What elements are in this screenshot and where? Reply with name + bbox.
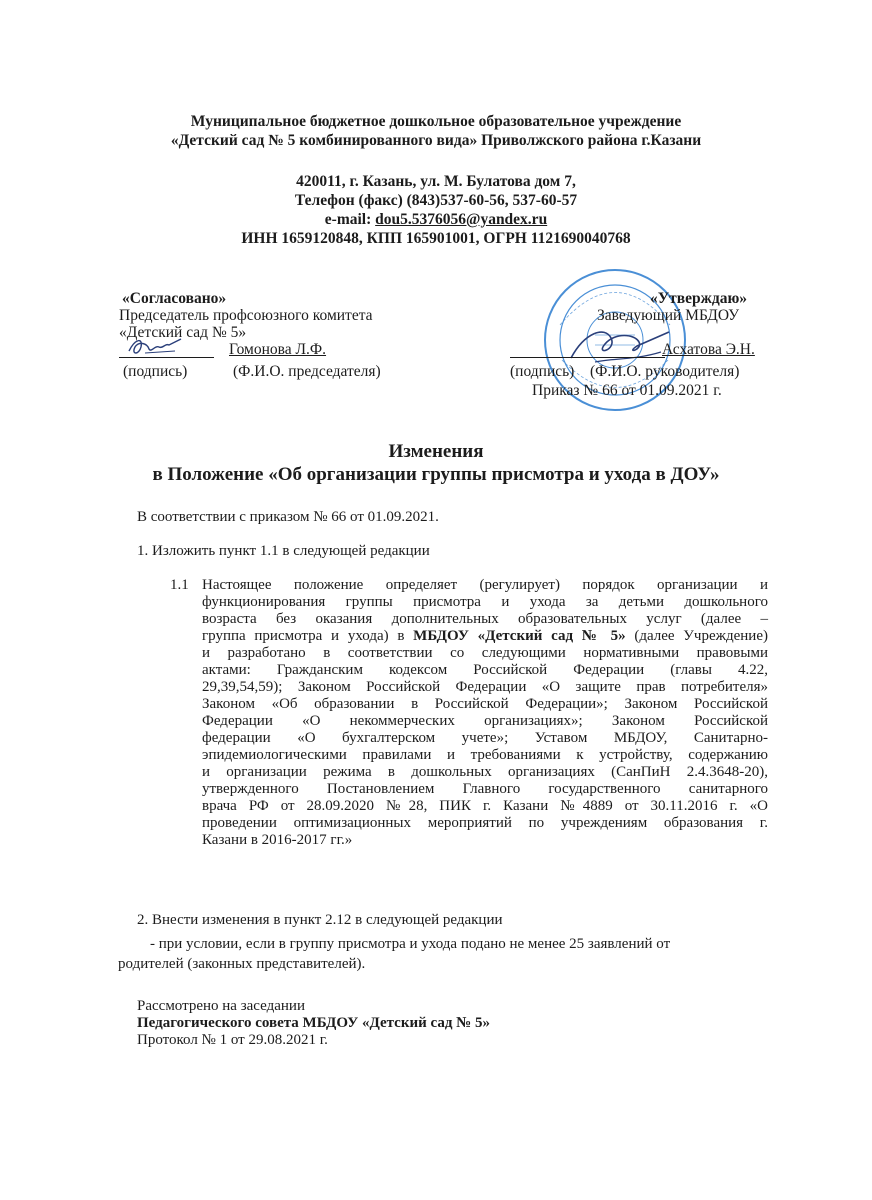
reviewed-at-meeting: Рассмотрено на заседании (137, 998, 305, 1014)
head-role: Заведующий МБДОУ (597, 307, 740, 324)
trade-union-role: Председатель профсоюзного комитета (119, 307, 373, 324)
paragraph-line: Федерации «О некоммерческих организациях»; Законом Российской (202, 713, 768, 729)
item-1-1-number: 1.1 (170, 577, 189, 593)
protocol-reference: Протокол № 1 от 29.08.2021 г. (137, 1032, 328, 1048)
paragraph-line: врача РФ от 28.09.2020 №28, ПИК г. Казани №4889 от 30.11.2016 г. «О (202, 798, 768, 814)
item-2-line2: родителей (законных представителей). (118, 956, 366, 972)
paragraph-line: функционирования группы присмотра и ухода за детьми дошкольного (202, 594, 768, 610)
paragraph-line: возраста без оказания дополнительных образовательных услуг (далее – (202, 611, 768, 627)
paragraph-line: Казани в 2016-2017 гг.» (202, 832, 353, 848)
paragraph-line: эпидемиологическими правилами и требованиями к устройству, содержанию (202, 747, 768, 763)
paragraph-line: утвержденного Постановлением Главного государственного санитарного (202, 781, 768, 797)
paragraph-line: 29,39,54,59); Законом Российской Федерации «О защите прав потребителя» (202, 679, 768, 695)
email-link[interactable]: dou5.5376056@yandex.ru (375, 211, 548, 228)
head-name: Асхатова Э.Н. (662, 341, 755, 358)
trade-union-org: «Детский сад № 5» (119, 324, 247, 341)
requisites: ИНН 1659120848, КПП 165901001, ОГРН 1121690040768 (241, 230, 631, 247)
signature-left-image (125, 335, 185, 359)
email-line (0, 210, 872, 229)
chairman-name: Гомонова Л.Ф. (229, 341, 327, 358)
item-2-text: 2. Внести изменения в пункт 2.12 в следующей редакции (137, 912, 503, 928)
phone: Телефон (факс) (843)537-60-56, 537-60-57 (294, 192, 578, 209)
paragraph-line: Законом «Об образовании в Российской Федерации»; Законом Российской (202, 696, 768, 712)
item-1-1-paragraph (202, 577, 768, 849)
paragraph-line-part: группа присмотра и ухода) в (202, 628, 414, 644)
paragraph-line-part: (далее Учреждение) (625, 628, 768, 644)
pedagogical-council: Педагогического совета МБДОУ «Детский сад № 5» (137, 1015, 490, 1031)
address: 420011, г. Казань, ул. М. Булатова дом 7, (296, 173, 576, 190)
item-2-line1: - при условии, если в группу присмотра и ухода подано не менее 25 заявлений от (150, 936, 671, 952)
intro-text: В соответствии с приказом № 66 от 01.09.2021. (137, 509, 439, 525)
document-title: Изменения (388, 441, 484, 462)
name-caption-left: (Ф.И.О. председателя) (233, 363, 381, 380)
paragraph-line: актами: Гражданским кодексом Российской Федерации (главы 4.22, (202, 662, 768, 678)
approve-heading: «Утверждаю» (650, 290, 748, 307)
signature-caption-left: (подпись) (123, 363, 188, 380)
document-subtitle: в Положение «Об организации группы присмотра и ухода в ДОУ» (152, 464, 720, 485)
paragraph-line (202, 628, 768, 645)
organization-name-line1: Муниципальное бюджетное дошкольное образовательное учреждение (190, 113, 682, 130)
paragraph-line: проведении оптимизационных мероприятий по учреждениям образования г. (202, 815, 768, 831)
order-reference: Приказ № 66 от 01.09.2021 г. (532, 382, 722, 399)
institution-name: МБДОУ «Детский сад № 5» (413, 628, 626, 644)
paragraph-line: и организации режима в дошкольных организациях (СанПиН 2.4.3648-20), (202, 764, 768, 780)
signature-caption-right: (подпись) (510, 363, 575, 380)
organization-name-line2: «Детский сад № 5 комбинированного вида» Приволжского района г.Казани (170, 132, 702, 149)
paragraph-line: федерации «О бухгалтерском учете»; Уставом МБДОУ, Санитарно- (202, 730, 768, 746)
paragraph-line: Настоящее положение определяет (регулирует) порядок организации и (202, 577, 768, 593)
email-label: e-mail: (324, 211, 376, 228)
name-caption-right: (Ф.И.О. руководителя) (590, 363, 740, 380)
signature-line-right (510, 357, 665, 358)
agreed-heading: «Согласовано» (122, 290, 227, 307)
item-1-text: 1. Изложить пункт 1.1 в следующей редакции (137, 543, 430, 559)
paragraph-line: и разработано в соответствии со следующими нормативными правовыми (202, 645, 768, 661)
